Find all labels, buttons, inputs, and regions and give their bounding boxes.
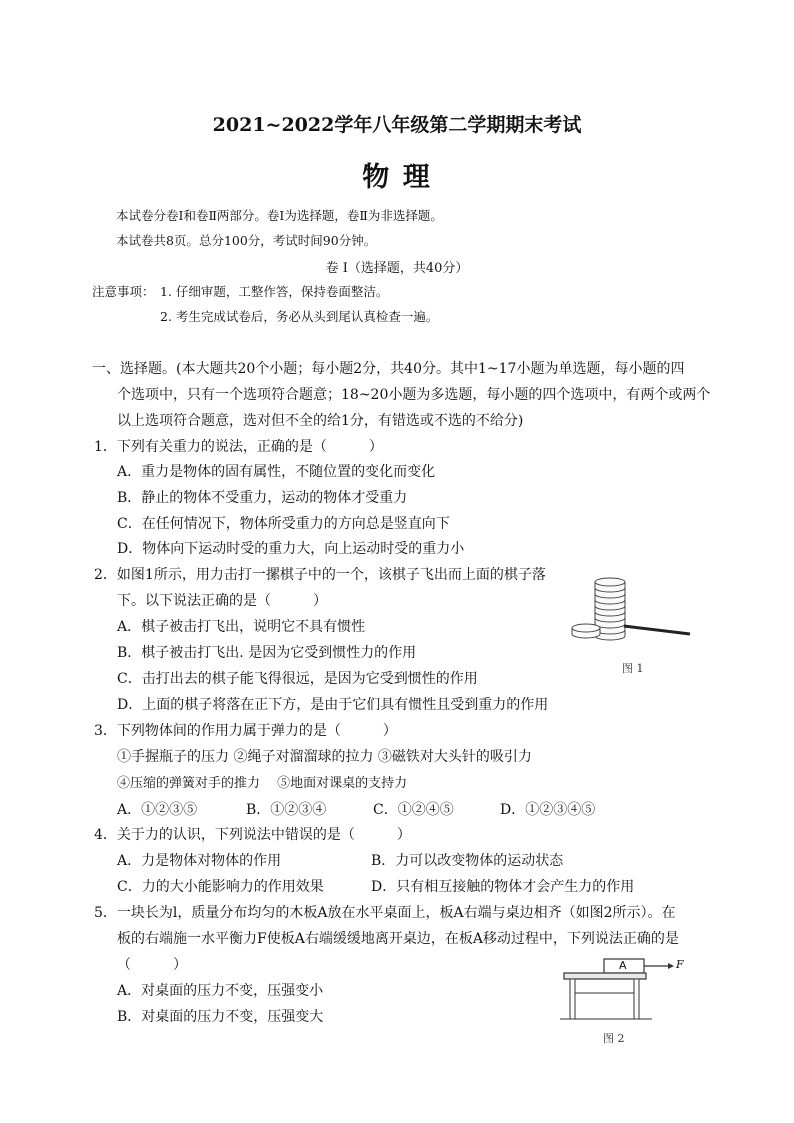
q3-option-c: C．①②④⑤ [373,802,454,818]
q1-option-c: C．在任何情况下，物体所受重力的方向总是竖直向下 [117,516,450,532]
figure-2-caption: 图 2 [603,1032,625,1045]
q3-items-line-1: ①手握瓶子的压力 ②绳子对溜溜球的拉力 ③磁铁对大头针的吸引力 [117,749,532,765]
exam-title: 2021~2022学年八年级第二学期期末考试 [212,114,582,136]
q2-option-a: A．棋子被击打飞出，说明它不具有惯性 [117,619,366,635]
q3-option-d: D．①②③④⑤ [500,802,596,818]
q3-option-a: A．①②③⑤ [117,802,198,818]
notice-label: 注意事项： [92,284,155,299]
q1-option-a: A．重力是物体的固有属性，不随位置的变化而变化 [117,464,436,480]
q5-option-b: B．对桌面的压力不变，压强变大 [117,1009,324,1025]
q2-stem: 2．如图1所示，用力击打一摞棋子中的一个，该棋子飞出而上面的棋子落 [94,567,546,583]
q5-stem: 5．一块长为l，质量分布均匀的木板A放在水平桌面上，板A右端与桌边相齐（如图2所示）。在 [94,905,676,921]
q1-stem: 1．下列有关重力的说法，正确的是（ ） [94,439,383,455]
figure-1-caption: 图 1 [622,662,644,675]
intro-line-2: 本试卷共8页。总分100分，考试时间90分钟。 [116,233,377,248]
q1-option-d: D．物体向下运动时受的重力大，向上运动时受的重力小 [117,541,465,557]
q2-stem-cont: 下。以下说法正确的是（ ） [117,593,327,609]
q3-option-b: B．①②③④ [246,802,327,818]
q2-option-c: C．击打出去的棋子能飞得很远，是因为它受到惯性的作用 [117,671,478,687]
board-a-label: A [619,959,627,972]
q4-option-c: C．力的大小能影响力的作用效果 [117,879,324,895]
q4-option-b: B．力可以改变物体的运动状态 [371,853,564,869]
q4-option-d: D．只有相互接触的物体才会产生力的作用 [371,879,635,895]
q2-option-b: B．棋子被击打飞出. 是因为它受到惯性力的作用 [117,645,417,661]
section-title: 卷 Ⅰ（选择题，共40分） [325,261,469,276]
q5-option-a: A．对桌面的压力不变，压强变小 [117,983,324,999]
force-f-label: F [676,958,684,971]
q5-stem-blank: （ ） [117,957,187,973]
part1-line-3: 以上选项符合题意，选对但不全的给1分，有错选或不选的不给分) [117,413,524,429]
intro-line-1: 本试卷分卷Ⅰ和卷Ⅱ两部分。卷Ⅰ为选择题，卷Ⅱ为非选择题。 [116,208,443,223]
notice-1: 1. 仔细审题，工整作答，保持卷面整洁。 [160,284,389,299]
q1-option-b: B．静止的物体不受重力，运动的物体才受重力 [117,490,408,506]
q3-items-line-2: ④压缩的弹簧对手的推力 ⑤地面对课桌的支持力 [117,776,408,791]
part1-line-2: 个选项中，只有一个选项符合题意；18~20小题为多选题，每小题的四个选项中，有两个或两个 [117,387,711,403]
q4-stem: 4．关于力的认识，下列说法中错误的是（ ） [94,827,411,843]
notice-2: 2. 考生完成试卷后，务必从头到尾认真检查一遍。 [160,309,439,324]
q5-stem-cont: 板的右端施一水平衡力F使板A右端缓缓地离开桌边，在板A移动过程中，下列说法正确的是 [117,931,679,947]
q2-option-d: D．上面的棋子将落在正下方，是由于它们具有惯性且受到重力的作用 [117,697,549,713]
part1-line-1: 一、选择题。(本大题共20个小题；每小题2分，共40分。其中1~17小题为单选题，每小题的四 [92,361,685,377]
q4-option-a: A．力是物体对物体的作用 [117,853,282,869]
q3-stem: 3．下列物体间的作用力属于弹力的是（ ） [94,723,397,739]
subject-title: 物 理 [362,162,432,193]
